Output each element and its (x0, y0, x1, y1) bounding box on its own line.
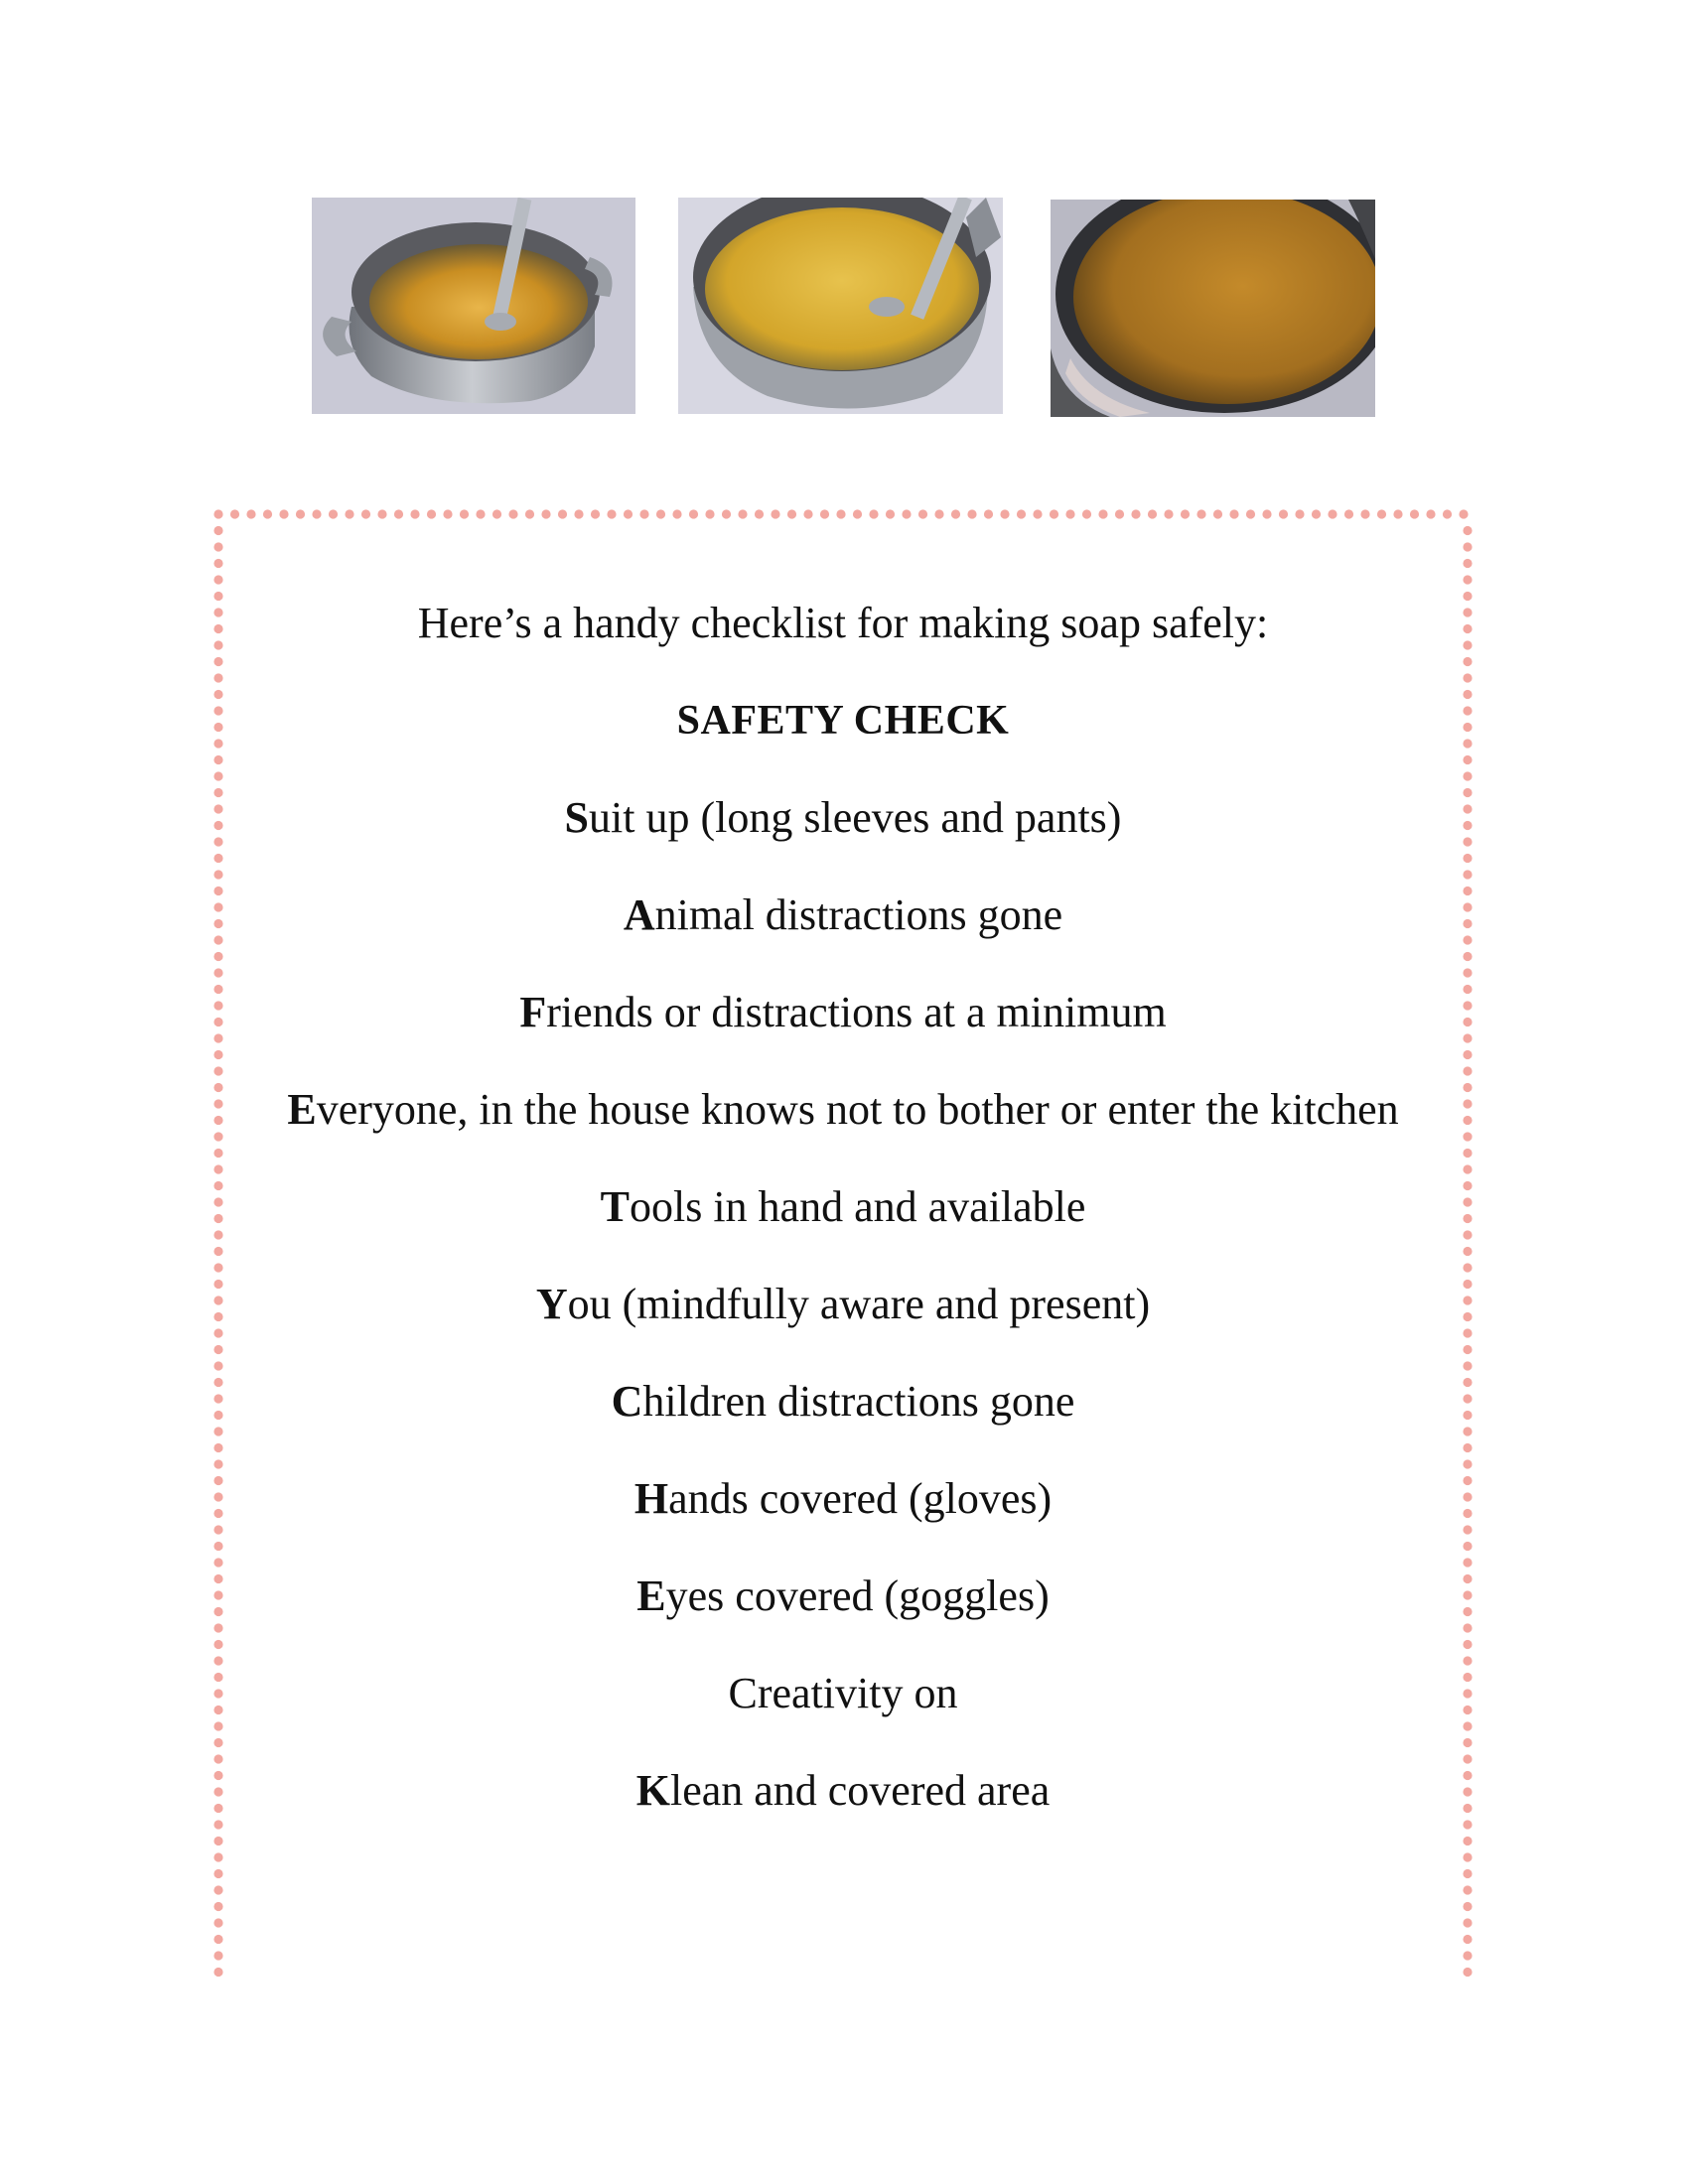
checklist-item (211, 1569, 1476, 1666)
border-dot (1360, 509, 1369, 518)
checklist-title: SAFETY CHECK (676, 698, 1010, 744)
border-dot (1115, 509, 1124, 518)
border-dot (984, 509, 993, 518)
border-dot (213, 1885, 222, 1894)
border-dot (853, 509, 862, 518)
border-dot (1131, 509, 1140, 518)
border-dot (836, 509, 845, 518)
border-dot (213, 771, 222, 780)
border-dot (591, 509, 600, 518)
item-initial: S (564, 793, 590, 842)
soap-pot-photo-3 (1051, 200, 1375, 417)
border-dot (771, 509, 779, 518)
border-dot (1463, 673, 1472, 682)
border-dot (213, 542, 222, 551)
checklist-item (211, 1471, 1476, 1569)
border-dot (1181, 509, 1190, 518)
checklist-item (211, 1374, 1476, 1471)
safety-checklist (211, 790, 1476, 1860)
item-initial: E (636, 1571, 666, 1620)
border-dot (1463, 575, 1472, 584)
border-dot (1463, 1935, 1472, 1944)
border-dot (738, 509, 747, 518)
border-dot (1017, 509, 1026, 518)
border-dot (918, 509, 927, 518)
item-initial: E (287, 1085, 317, 1134)
border-dot (574, 509, 583, 518)
border-dot (886, 509, 895, 518)
border-dot (213, 1902, 222, 1911)
intro-text: Here’s a handy checklist for making soap safely: (417, 599, 1269, 647)
border-dot (1463, 1902, 1472, 1911)
border-dot (1410, 509, 1419, 518)
border-dot (525, 509, 534, 518)
border-dot (213, 509, 222, 518)
item-initial: H (633, 1474, 669, 1523)
border-dot (508, 509, 517, 518)
border-dot (1148, 509, 1157, 518)
border-dot (541, 509, 550, 518)
border-dot (951, 509, 960, 518)
border-dot (460, 509, 469, 518)
item-text: ou (mindfully aware and present) (567, 1280, 1151, 1328)
border-dot (1082, 509, 1091, 518)
item-initial: K (635, 1766, 670, 1815)
border-dot (213, 657, 222, 666)
border-dot (312, 509, 321, 518)
border-dot (213, 673, 222, 682)
border-dot (803, 509, 812, 518)
border-dot (443, 509, 452, 518)
border-dot (1344, 509, 1353, 518)
item-text: Creativity on (728, 1669, 958, 1717)
border-dot (213, 1951, 222, 1960)
border-dot (279, 509, 288, 518)
border-dot (705, 509, 714, 518)
checklist-item (211, 790, 1476, 887)
border-dot (1443, 509, 1452, 518)
border-dot (934, 509, 943, 518)
border-dot (345, 509, 353, 518)
border-dot (869, 509, 878, 518)
item-text: hildren distractions gone (642, 1377, 1075, 1426)
soap-pot-photo-2 (678, 198, 1003, 414)
border-dot (213, 755, 222, 764)
border-dot (1459, 509, 1468, 518)
item-text: nimal distractions gone (654, 890, 1063, 939)
border-dot (1463, 1869, 1472, 1878)
border-dot (377, 509, 386, 518)
item-initial: T (600, 1182, 630, 1231)
border-dot (246, 509, 255, 518)
border-dot (607, 509, 616, 518)
border-dot (902, 509, 911, 518)
item-initial: F (519, 988, 547, 1036)
border-dot (1033, 509, 1042, 518)
checklist-item (211, 1666, 1476, 1763)
item-text: veryone, in the house knows not to bother or enter the kitchen (316, 1085, 1399, 1134)
border-dot (1196, 509, 1205, 518)
border-dot (1463, 1951, 1472, 1960)
border-dot (1098, 509, 1107, 518)
border-dot (1463, 1885, 1472, 1894)
border-dot (656, 509, 665, 518)
border-dot (672, 509, 681, 518)
border-dot (213, 1869, 222, 1878)
checklist-item (211, 1082, 1476, 1179)
item-initial: C (611, 1377, 643, 1426)
border-dot (820, 509, 829, 518)
item-initial: Y (535, 1280, 568, 1328)
border-dot (639, 509, 648, 518)
border-dot (1328, 509, 1336, 518)
border-dot (1065, 509, 1074, 518)
border-dot (787, 509, 796, 518)
border-dot (624, 509, 633, 518)
border-dot (722, 509, 731, 518)
item-initial: A (623, 890, 655, 939)
soap-pot-photo-1 (312, 198, 635, 414)
checklist-item (211, 1277, 1476, 1374)
border-dot (1050, 509, 1058, 518)
border-dot (1393, 509, 1402, 518)
border-dot (1279, 509, 1288, 518)
border-dot (1312, 509, 1321, 518)
item-text: lean and covered area (669, 1766, 1051, 1815)
border-dot (1426, 509, 1435, 518)
border-dot (394, 509, 403, 518)
border-dot (492, 509, 501, 518)
border-dot (1463, 542, 1472, 551)
border-dot (213, 1968, 222, 1977)
border-dot (410, 509, 419, 518)
border-dot (558, 509, 567, 518)
border-dot (361, 509, 370, 518)
checklist-item (211, 985, 1476, 1082)
border-dot (1463, 657, 1472, 666)
checklist-item (211, 1763, 1476, 1860)
border-dot (230, 509, 239, 518)
border-dot (1463, 526, 1472, 535)
border-dot (1463, 771, 1472, 780)
border-dot (1377, 509, 1386, 518)
item-text: uit up (long sleeves and pants) (589, 793, 1122, 842)
checklist-item (211, 887, 1476, 985)
border-dot (1463, 1968, 1472, 1977)
border-dot (329, 509, 338, 518)
border-dot (213, 1935, 222, 1944)
border-dot (213, 575, 222, 584)
border-dot (427, 509, 436, 518)
border-dot (213, 1918, 222, 1927)
border-dot (296, 509, 305, 518)
border-dot (755, 509, 764, 518)
border-dot (213, 559, 222, 568)
border-dot (1246, 509, 1255, 518)
border-dot (263, 509, 272, 518)
item-text: riends or distractions at a minimum (546, 988, 1167, 1036)
border-dot (1164, 509, 1173, 518)
border-dot (1463, 1918, 1472, 1927)
border-dot (1295, 509, 1304, 518)
border-dot (1463, 559, 1472, 568)
border-dot (1000, 509, 1009, 518)
border-dot (689, 509, 698, 518)
border-dot (1463, 755, 1472, 764)
border-dot (1229, 509, 1238, 518)
border-dot (1262, 509, 1271, 518)
border-dot (213, 526, 222, 535)
border-dot (1213, 509, 1222, 518)
border-dot (967, 509, 976, 518)
border-dot (476, 509, 485, 518)
item-text: ools in hand and available (629, 1182, 1086, 1231)
item-text: ands covered (gloves) (668, 1474, 1053, 1523)
item-text: yes covered (goggles) (665, 1571, 1050, 1620)
checklist-item (211, 1179, 1476, 1277)
